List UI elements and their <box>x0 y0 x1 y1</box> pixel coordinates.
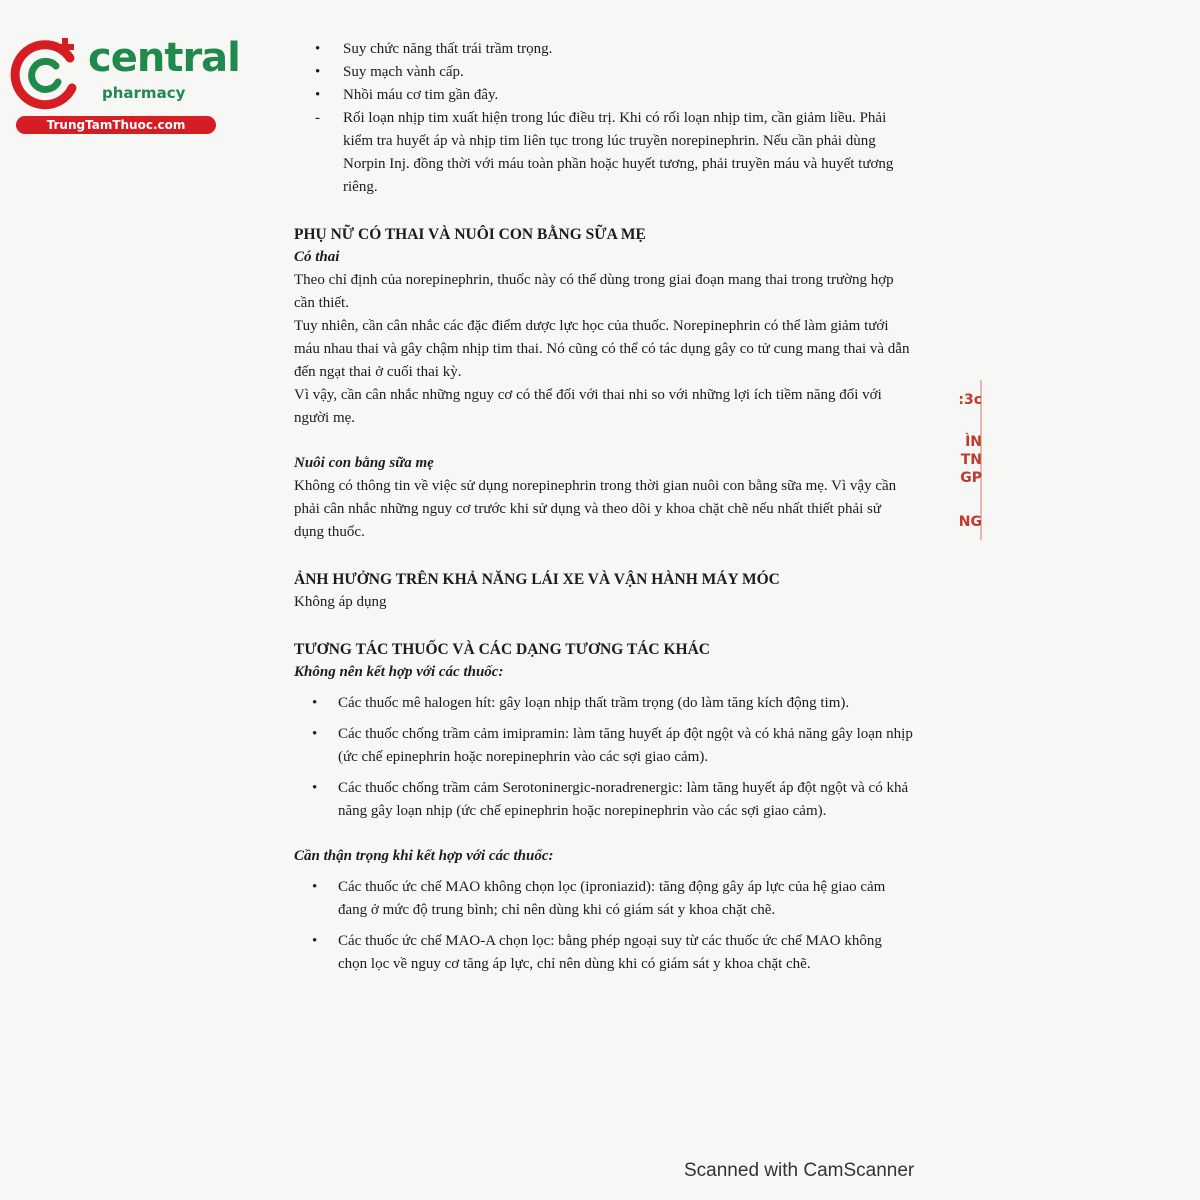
subheading-breastfeeding: Nuôi con bằng sữa mẹ <box>294 455 434 471</box>
side-fragment: GP <box>960 470 982 486</box>
document-body <box>288 38 913 976</box>
caution-list <box>288 876 913 976</box>
brand-sub: pharmacy <box>102 84 186 102</box>
section-heading-interactions: TƯƠNG TÁC THUỐC VÀ CÁC DẠNG TƯƠNG TÁC KHÁC <box>294 641 710 658</box>
list-item: • Suy chức năng thất trái trầm trọng. <box>315 41 553 57</box>
central-pharmacy-logo <box>10 35 240 136</box>
contraindication-list <box>288 38 913 199</box>
paragraph: Vì vậy, cần cân nhắc những nguy cơ có thể đối với thai nhi so với những lợi ích tiềm năng đối với người mẹ. <box>294 387 882 426</box>
section-heading-driving: ẢNH HƯỞNG TRÊN KHẢ NĂNG LÁI XE VÀ VẬN HÀNH MÁY MÓC <box>294 571 780 588</box>
list-item: • Nhồi máu cơ tim gần đây. <box>315 87 499 103</box>
list-item: • Các thuốc mê halogen hít: gây loạn nhịp thất trầm trọng (do làm tăng kích động tim). <box>312 695 850 711</box>
side-fragment: TN <box>960 452 982 468</box>
section-heading-pregnancy: PHỤ NỮ CÓ THAI VÀ NUÔI CON BẰNG SỮA MẸ <box>294 226 646 243</box>
side-fragment: :3c <box>958 392 982 408</box>
subheading-not-recommended: Không nên kết hợp với các thuốc: <box>294 664 504 680</box>
not-recommended-list <box>288 692 913 823</box>
list-item: • Các thuốc ức chế MAO không chọn lọc (iproniazid): tăng động gây áp lực của hệ giao cảm đang ở mức độ trung bình; chỉ nên dùng khi có giám sát y khoa chặt chẽ. <box>312 879 886 918</box>
subheading-caution: Cần thận trọng khi kết hợp với các thuốc: <box>294 848 554 864</box>
list-item: - Rối loạn nhịp tim xuất hiện trong lúc điều trị. Khi có rối loạn nhịp tim, cần giảm liều. Phải kiểm tra huyết áp và nhịp tim liên tục trong lúc truyền norepinephrin. Nếu cần phải dùng Norpin Inj. đồng thời với máu toàn phần hoặc huyết tương, phải truyền máu và huyết tương riêng. <box>315 110 894 195</box>
list-item: • Các thuốc ức chế MAO-A chọn lọc: bằng phép ngoại suy từ các thuốc ức chế MAO không chọn lọc về nguy cơ tăng áp lực, chỉ nên dùng khi có giám sát y khoa chặt chẽ. <box>312 933 882 972</box>
paragraph: Không áp dụng <box>294 594 387 610</box>
brand-url: TrungTamThuoc.com <box>16 116 216 134</box>
side-fragment: ÌN <box>965 434 982 450</box>
brand-name: central <box>88 35 240 81</box>
paragraph: Tuy nhiên, cần cân nhắc các đặc điểm dược lực học của thuốc. Norepinephrin có thể làm giảm tưới máu nhau thai và gây chậm nhịp tim thai. Nó cũng có thể có tác dụng gây co tử cung mang thai và dẫn đến ngạt thai ở cuối thai kỳ. <box>294 318 910 380</box>
subheading-pregnant: Có thai <box>294 249 340 265</box>
scanner-watermark: Scanned with CamScanner <box>684 1160 915 1181</box>
paragraph: Không có thông tin về việc sử dụng norepinephrin trong thời gian nuôi con bằng sữa mẹ. Vì vậy cần phải cân nhắc những nguy cơ trước khi sử dụng và theo dõi y khoa chặt chẽ nếu nhất thiết phải sử dụng thuốc. <box>294 478 897 540</box>
logo-mark-icon <box>10 36 86 112</box>
paragraph: Theo chỉ định của norepinephrin, thuốc này có thể dùng trong giai đoạn mang thai trong trường hợp cần thiết. <box>294 272 894 311</box>
list-item: • Suy mạch vành cấp. <box>315 64 464 80</box>
list-item: • Các thuốc chống trầm cảm Serotoninergic-noradrenergic: làm tăng huyết áp đột ngột và có khả năng gây loạn nhịp (ức chế epinephrin hoặc norepinephrin vào các sợi giao cảm). <box>312 780 909 819</box>
list-item: • Các thuốc chống trầm cảm imipramin: làm tăng huyết áp đột ngột và có khả năng gây loạn nhịp (ức chế epinephrin hoặc norepinephrin vào các sợi giao cảm). <box>312 726 913 765</box>
side-fragment: NG <box>958 514 982 530</box>
